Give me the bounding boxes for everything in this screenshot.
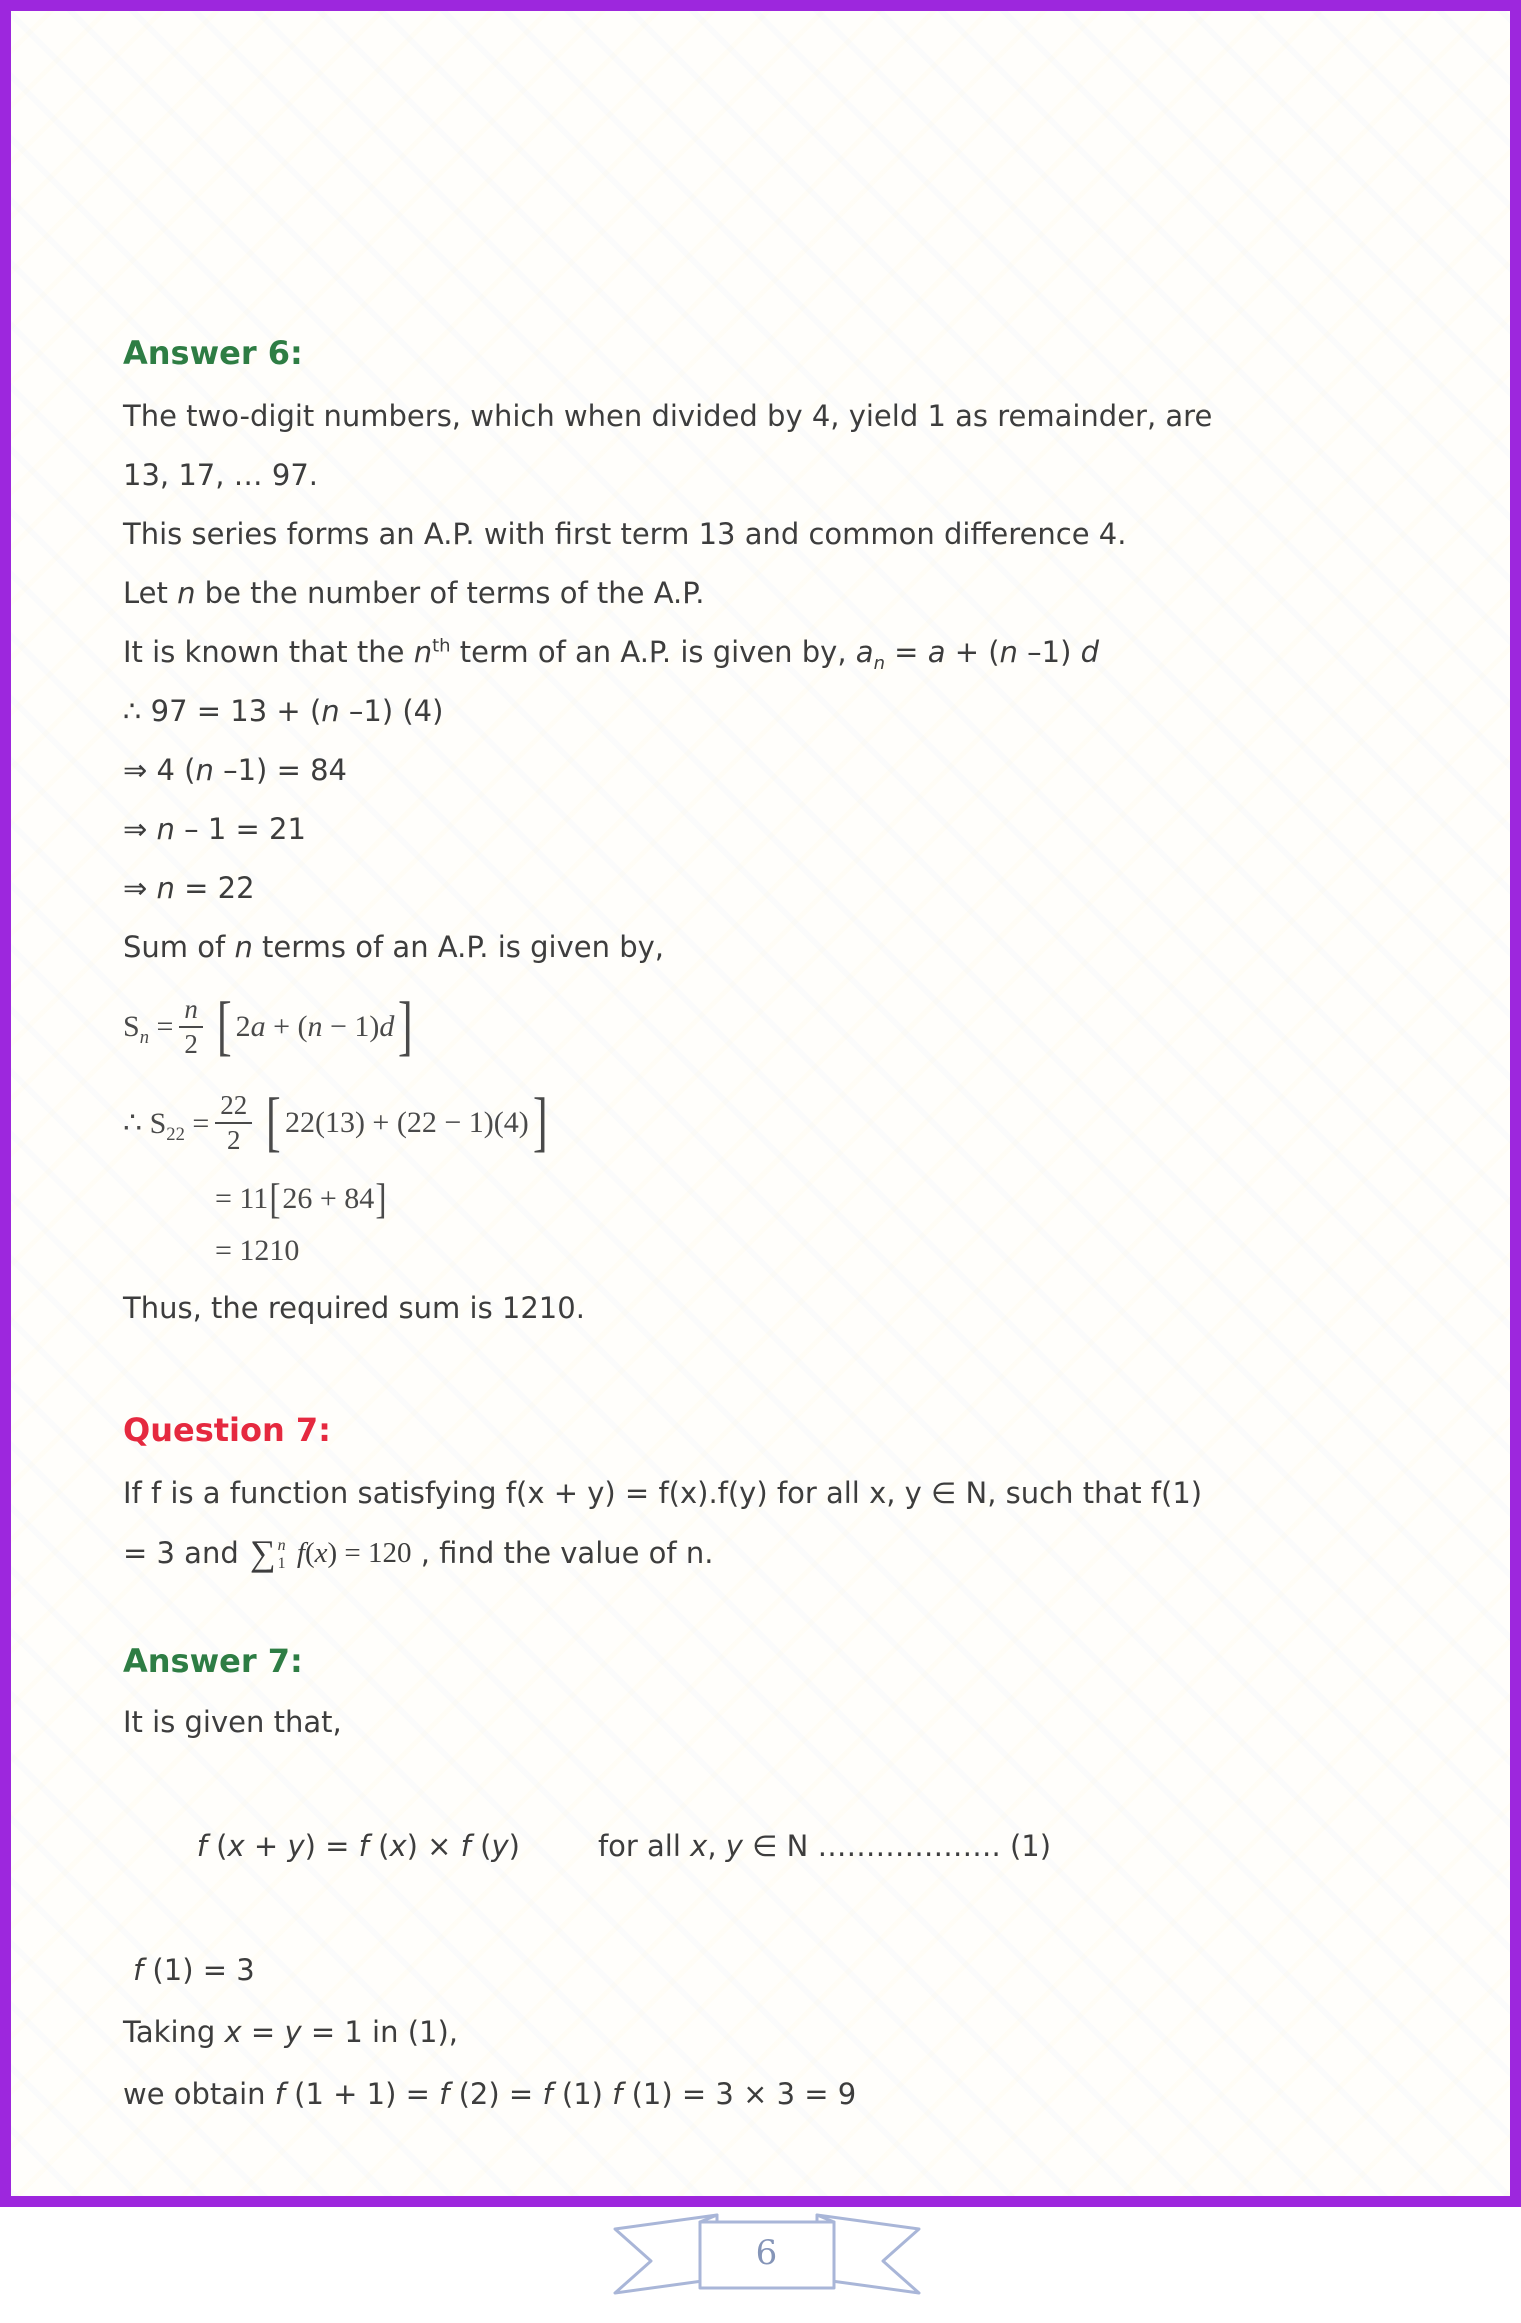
answer7-text-line: It is given that, — [123, 1705, 342, 1739]
fraction-denominator: 2 — [227, 1125, 241, 1155]
answer6-paragraph-line: 13, 17, … 97. — [123, 458, 319, 492]
answer7-body — [123, 1691, 1410, 2125]
right-bracket: ] — [532, 1085, 548, 1159]
math-lhs: $S_n$ = — [123, 1010, 174, 1048]
math-derivation-block — [123, 981, 1410, 1277]
math-line-result: = 1210 — [215, 1234, 300, 1267]
left-bracket: [ — [216, 989, 232, 1063]
math-line-sn-formula — [123, 981, 1410, 1073]
fraction — [179, 994, 203, 1060]
math-body: 2a + (n − 1)d — [235, 1010, 395, 1043]
math-line-s22-substitution — [123, 1073, 1410, 1173]
page-content — [11, 11, 1510, 2323]
summation-upper-limit: n — [277, 1537, 286, 1555]
answer6-heading: Answer 6: — [123, 334, 303, 372]
fraction — [215, 1090, 252, 1156]
functional-equation: f (x + y) = f (x) × f (y) — [196, 1829, 520, 1863]
answer6-equation-line: ⇒ n – 1 = 21 — [123, 812, 306, 846]
left-bracket: [ — [266, 1085, 282, 1159]
question7-text: , find the value of n. — [411, 1535, 714, 1570]
answer7-text-line: Taking x = y = 1 in (1), — [123, 2015, 458, 2049]
answer6-paragraph-line: This series forms an A.P. with first term 13 and common difference 4. — [123, 517, 1127, 551]
math-lhs: ∴ $S_{22}$ = — [123, 1106, 210, 1145]
answer6-paragraph-line: Let n be the number of terms of the A.P. — [123, 576, 705, 610]
question7-heading: Question 7: — [123, 1411, 331, 1449]
answer7-equation-line: we obtain f (1 + 1) = f (2) = f (1) f (1) = 3 × 3 = 9 — [123, 2077, 857, 2111]
equation-condition: for all x, y ∈ N ………………. (1) — [597, 1829, 1052, 1863]
question7-text-line: If f is a function satisfying f(x + y) = f(x).f(y) for all x, y ∈ N, such that f(1) — [123, 1476, 1203, 1510]
answer6-paragraph-line: It is known that the $n^{th}$ term of an A.P. is given by, $a_n = a + (n$ –1) d — [123, 635, 1100, 674]
answer6-equation-line: ⇒ n = 22 — [123, 871, 255, 905]
question7-text: = 3 and — [123, 1535, 248, 1570]
answer6-conclusion: Thus, the required sum is 1210. — [123, 1291, 585, 1325]
question7-text-line: = 3 and ∑ n 1 f(x) = 120 , find the value of n. — [123, 1523, 1410, 1583]
answer7-equation-line: f (1) = 3 — [133, 1953, 255, 1987]
question7-math: f(x) = 120 — [289, 1537, 412, 1569]
answer7-heading: Answer 7: — [123, 1642, 303, 1680]
math-body: 22(13) + (22 − 1)(4) — [284, 1106, 529, 1139]
summation-lower-limit: 1 — [277, 1555, 286, 1572]
right-bracket: ] — [398, 989, 414, 1063]
math-line-simplified: = 11[26 + 84] — [215, 1177, 387, 1223]
answer7-equation-line — [123, 1753, 1410, 1939]
answer6-equation-line: ⇒ 4 (n –1) = 84 — [123, 753, 348, 787]
summation-limits — [278, 1537, 286, 1572]
answer6-paragraph-line: Sum of n terms of an A.P. is given by, — [123, 930, 664, 964]
answer6-paragraph-line: The two-digit numbers, which when divided by 4, yield 1 as remainder, are — [123, 399, 1213, 433]
fraction-denominator: 2 — [184, 1029, 198, 1059]
fraction-numerator: n — [179, 994, 203, 1028]
page-number: 6 — [755, 2233, 778, 2273]
fraction-numerator: 22 — [215, 1090, 252, 1124]
answer6-equation-line: ∴ 97 = 13 + (n –1) (4) — [123, 694, 444, 728]
page-number-ribbon — [602, 2189, 932, 2323]
